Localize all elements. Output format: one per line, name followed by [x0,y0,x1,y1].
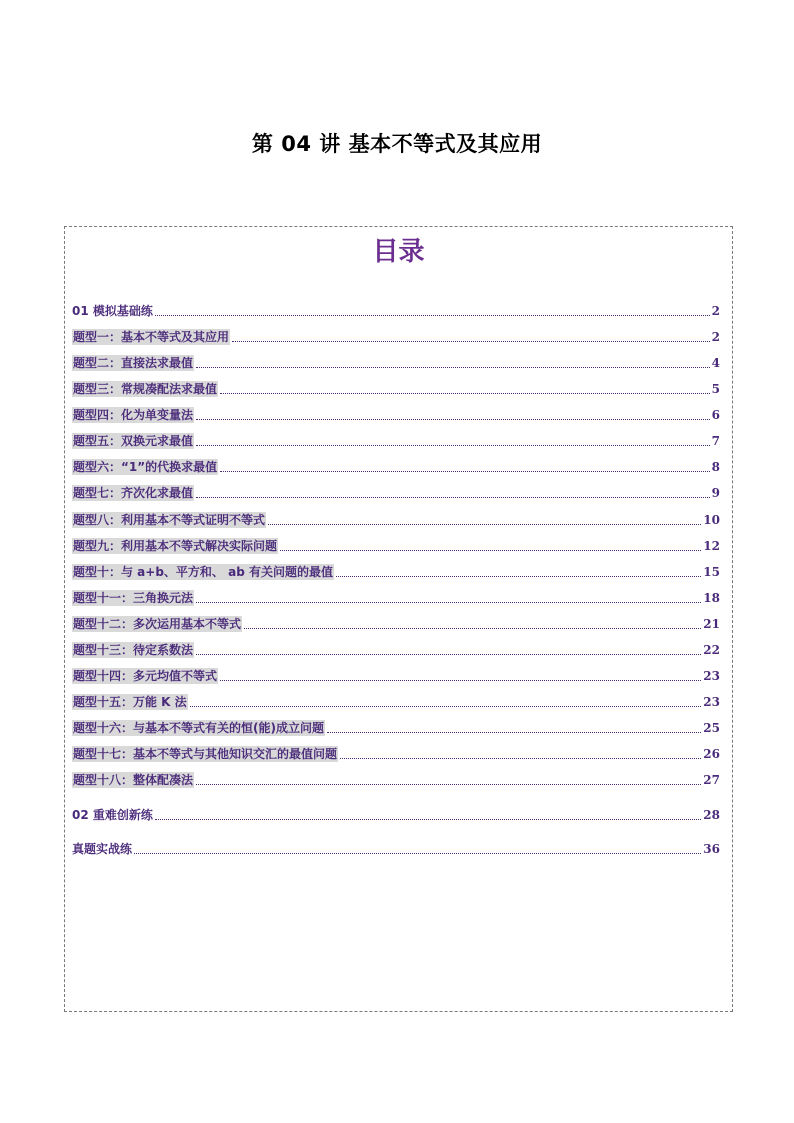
toc-entry-page-number: 6 [711,408,720,422]
toc-entry-label: 题型十：与 a+b、平方和、 ab 有关问题的最值 [73,565,333,579]
toc-entry-page-number: 12 [703,539,720,553]
toc-entry-label: 题型六：“1”的代换求最值 [73,460,218,474]
toc-leader-dots [134,852,701,854]
toc-entry-page-number: 23 [703,695,720,709]
toc-leader-dots [196,418,710,420]
toc-entry-label: 题型十一：三角换元法 [73,591,194,605]
toc-entry-page-number: 9 [711,486,720,500]
toc-leader-dots [336,575,701,577]
toc-entry-page-number: 28 [703,808,720,822]
toc-entry-label: 题型七：齐次化求最值 [73,486,194,500]
toc-entry-page-number: 18 [703,591,720,605]
toc-leader-dots [196,653,701,655]
document-title: 第 04 讲 基本不等式及其应用 [251,132,543,156]
toc-leader-dots [155,818,701,820]
toc-entry-page-number: 4 [711,356,720,370]
toc-entry[interactable] [72,562,720,580]
toc-entry-label: 02 重难创新练 [72,808,153,822]
toc-leader-dots [190,705,702,707]
toc-leader-dots [340,757,701,759]
toc-leader-dots [327,731,701,733]
toc-entry-page-number: 5 [711,382,720,396]
toc-entry-page-number: 2 [711,304,720,318]
toc-entry-page-number: 27 [703,773,720,787]
toc-entry[interactable] [72,640,720,658]
toc-leader-dots [268,523,701,525]
toc-entry-label: 题型五：双换元求最值 [73,434,194,448]
toc-entry-label: 题型十六：与基本不等式有关的恒(能)成立问题 [73,721,324,735]
toc-entry[interactable] [72,744,720,762]
toc-leader-dots [244,627,701,629]
toc-leader-dots [196,601,701,603]
toc-entry-page-number: 2 [711,330,720,344]
table-of-contents [64,226,733,1012]
toc-entry[interactable] [72,431,720,449]
toc-entry[interactable] [72,483,720,501]
toc-entry[interactable] [72,457,720,475]
toc-entry[interactable] [72,839,720,857]
toc-entry[interactable] [72,588,720,606]
toc-heading: 目录 [372,237,425,267]
toc-leader-dots [220,392,710,394]
toc-entry[interactable] [72,405,720,423]
toc-entry-page-number: 22 [703,643,720,657]
toc-entry-label: 题型十四：多元均值不等式 [73,669,218,683]
toc-entry-label: 题型八：利用基本不等式证明不等式 [73,513,266,527]
toc-entry[interactable] [72,510,720,528]
toc-entry-page-number: 36 [703,842,720,856]
toc-entry[interactable] [72,666,720,684]
toc-entry-page-number: 15 [703,565,720,579]
toc-entry-page-number: 7 [711,434,720,448]
toc-entry[interactable] [72,379,720,397]
toc-entry[interactable] [72,327,720,345]
toc-entry[interactable] [72,353,720,371]
toc-entry-label: 题型四：化为单变量法 [73,408,194,422]
toc-entry[interactable] [72,718,720,736]
toc-entry[interactable] [72,692,720,710]
toc-entry-page-number: 10 [703,513,720,527]
toc-entry-page-number: 26 [703,747,720,761]
toc-leader-dots [196,496,710,498]
toc-leader-dots [232,340,710,342]
toc-entry-label: 真题实战练 [72,842,133,856]
toc-entry-page-number: 8 [711,460,720,474]
toc-entry-page-number: 21 [703,617,720,631]
toc-leader-dots [155,314,710,316]
toc-leader-dots [196,366,710,368]
toc-entry[interactable] [72,805,720,823]
toc-entry-label: 题型三：常规凑配法求最值 [73,382,218,396]
toc-entry[interactable] [72,301,720,319]
toc-entry-label: 题型二：直接法求最值 [73,356,194,370]
toc-leader-dots [280,549,701,551]
toc-entry-label: 题型十七：基本不等式与其他知识交汇的最值问题 [73,747,338,761]
toc-entry-label: 题型十八：整体配凑法 [73,773,194,787]
toc-entry-label: 题型十二：多次运用基本不等式 [73,617,242,631]
toc-entry-page-number: 23 [703,669,720,683]
toc-leader-dots [220,679,701,681]
toc-list [65,227,732,1011]
toc-entry-label: 题型十五：万能 K 法 [73,695,187,709]
toc-entry[interactable] [72,536,720,554]
toc-entry-page-number: 25 [703,721,720,735]
toc-entry[interactable] [72,770,720,788]
toc-entry-label: 题型九：利用基本不等式解决实际问题 [73,539,278,553]
toc-entry[interactable] [72,614,720,632]
toc-entry-label: 01 模拟基础练 [72,304,153,318]
toc-leader-dots [220,470,710,472]
toc-leader-dots [196,444,710,446]
toc-leader-dots [196,783,701,785]
toc-entry-label: 题型一：基本不等式及其应用 [73,330,230,344]
toc-entry-label: 题型十三：待定系数法 [73,643,194,657]
